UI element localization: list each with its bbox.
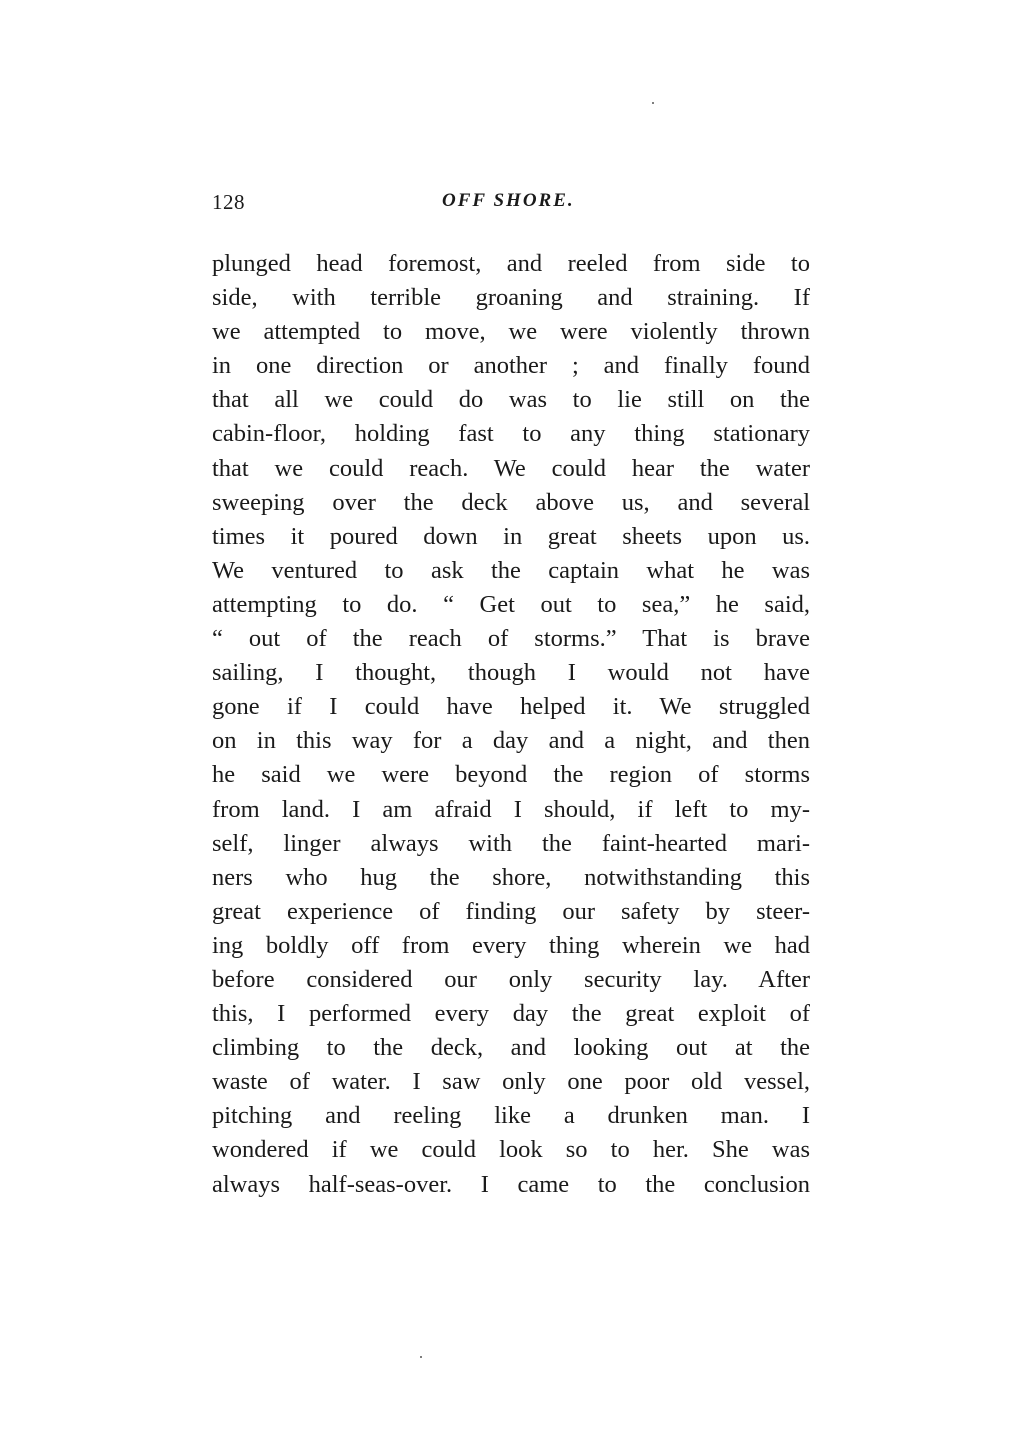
text-line: climbing to the deck, and looking out at the	[212, 1034, 810, 1062]
page-number: 128	[212, 190, 245, 214]
text-line: pitching and reeling like a drunken man. I	[212, 1102, 810, 1130]
text-line: ners who hug the shore, notwithstanding this	[212, 863, 810, 891]
text-line: that all we could do was to lie still on the	[212, 386, 810, 414]
text-line: “ out of the reach of storms.” That is brave	[212, 625, 810, 653]
text-line: in one direction or another ; and finally found	[212, 352, 810, 380]
running-title: OFF SHORE.	[442, 190, 575, 211]
text-line: times it poured down in great sheets upon us.	[212, 522, 810, 550]
text-line: self, linger always with the faint-hearted mari-	[212, 829, 810, 857]
text-line: that we could reach. We could hear the water	[212, 454, 810, 482]
text-line: cabin-floor, holding fast to any thing stationary	[212, 420, 810, 448]
text-line: on in this way for a day and a night, and then	[212, 727, 810, 755]
ink-speck	[420, 1356, 422, 1358]
text-line: side, with terrible groaning and straining. If	[212, 284, 810, 312]
text-line: We ventured to ask the captain what he was	[212, 556, 810, 584]
text-line: always half-seas-over. I came to the conclusion	[212, 1170, 810, 1198]
text-line: sweeping over the deck above us, and several	[212, 488, 810, 516]
text-line: he said we were beyond the region of storms	[212, 761, 810, 789]
text-line: attempting to do. “ Get out to sea,” he said,	[212, 590, 810, 618]
text-line: from land. I am afraid I should, if left to my-	[212, 795, 810, 823]
text-line: sailing, I thought, though I would not have	[212, 659, 810, 687]
text-line: before considered our only security lay. After	[212, 965, 810, 993]
text-line: wondered if we could look so to her. She was	[212, 1136, 810, 1164]
text-line: waste of water. I saw only one poor old vessel,	[212, 1068, 810, 1096]
text-line: gone if I could have helped it. We struggled	[212, 693, 810, 721]
text-line: plunged head foremost, and reeled from side to	[212, 250, 810, 277]
text-line: we attempted to move, we were violently thrown	[212, 318, 810, 346]
page-header	[212, 190, 812, 216]
body-text	[212, 247, 810, 1202]
text-line: ing boldly off from every thing wherein we had	[212, 931, 810, 959]
text-line: great experience of finding our safety by steer-	[212, 897, 810, 925]
ink-speck	[652, 102, 654, 104]
text-line: this, I performed every day the great exploit of	[212, 1000, 810, 1028]
